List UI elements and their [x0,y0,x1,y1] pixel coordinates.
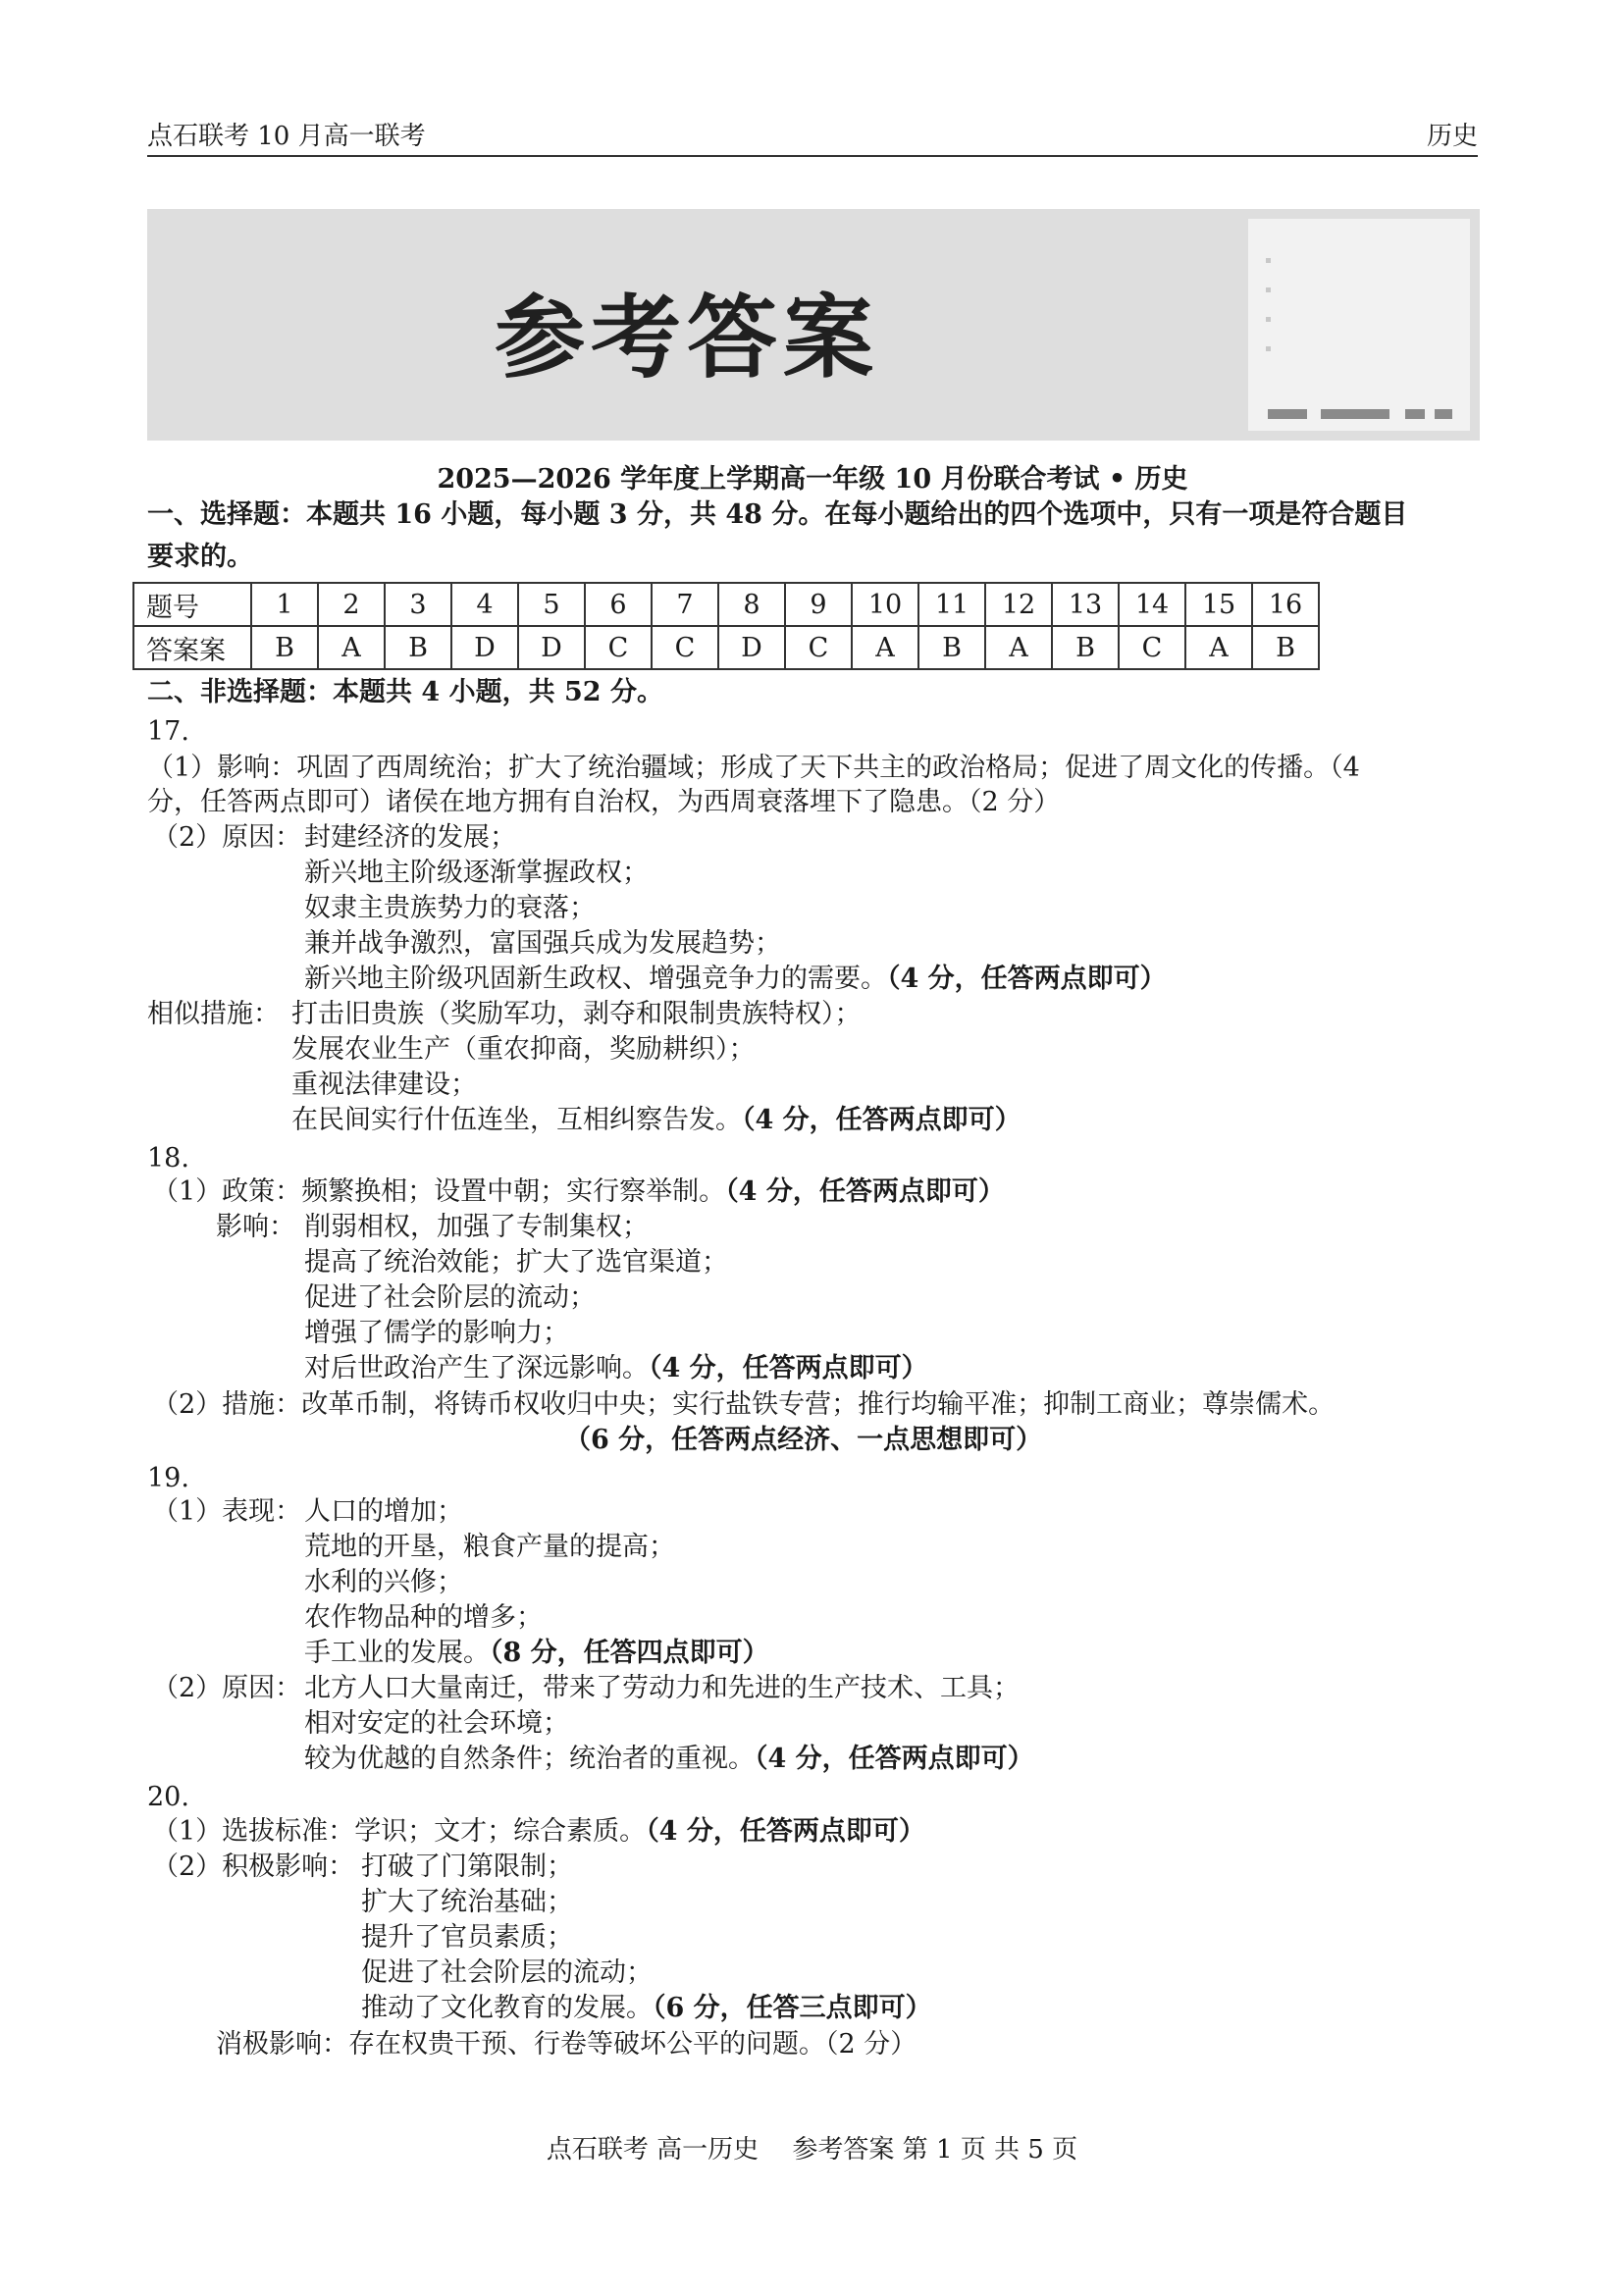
table-cell: D [718,626,785,669]
q17-part2-item: 新兴地主阶级逐渐掌握政权； [304,858,649,888]
q17-number: 17. [147,716,189,747]
table-cell: B [918,626,985,669]
banner-title: 参考答案 [494,285,879,391]
q20-part1-score: （4 分，任答两点即可） [646,1816,925,1847]
row-label-number: 题号 [133,583,251,626]
table-cell: 1 [251,583,318,626]
q17-part3-score: （4 分，任答两点即可） [742,1105,1022,1135]
table-cell: A [318,626,385,669]
answer-table [132,582,1320,670]
q18-part1-score: （4 分，任答两点即可） [725,1176,1005,1207]
q19-part2-item: 相对安定的社会环境； [304,1708,569,1739]
q17-part2-item: 新兴地主阶级巩固新生政权、增强竞争力的需要。 [304,964,887,994]
q18-part2-label: （2）措施： [152,1389,302,1420]
q19-part1-label: （1）表现： [152,1496,302,1527]
q19-part2-score: （4 分，任答两点即可） [755,1744,1034,1774]
table-cell: B [251,626,318,669]
q19-part1-score: （8 分，任答四点即可） [490,1638,769,1668]
table-cell: D [518,626,585,669]
qr-bar [1268,409,1307,419]
table-cell: C [652,626,718,669]
q19-part2-item: 较为优越的自然条件；统治者的重视。 [304,1744,755,1774]
q18-impact-item: 提高了统治效能；扩大了选官渠道； [304,1247,728,1278]
q17-part1-line1: （1）影响：巩固了西周统治；扩大了统治疆域；形成了天下共主的政治格局；促进了周文化的传播。（4 [147,753,1360,783]
q19-number: 19. [147,1463,189,1493]
table-row-numbers [133,583,1319,626]
table-cell: 9 [785,583,852,626]
q19-part1-item: 农作物品种的增多； [304,1602,543,1633]
table-cell: 3 [385,583,451,626]
table-row-answers [133,626,1319,669]
q20-part2-item: 打破了门第限制； [361,1852,573,1882]
title-banner [147,209,1480,441]
table-cell: 5 [518,583,585,626]
section2-heading: 二、非选择题：本题共 4 小题，共 52 分。 [147,677,663,707]
table-cell: B [1052,626,1119,669]
qr-dot [1266,346,1271,351]
table-cell: A [985,626,1052,669]
q20-part2-item: 提升了官员素质； [361,1922,573,1953]
qr-bar [1321,409,1389,419]
table-cell: 12 [985,583,1052,626]
table-cell: 14 [1119,583,1185,626]
q17-part3-label: 相似措施： [147,999,280,1029]
table-cell: 11 [918,583,985,626]
q18-part1 [152,1174,1005,1210]
q17-part2-item: 奴隶主贵族势力的衰落； [304,893,596,923]
q20-part3 [216,2027,917,2062]
table-cell: A [1185,626,1252,669]
table-cell: B [1252,626,1319,669]
q20-part2-label: （2）积极影响： [152,1852,355,1882]
table-cell: 15 [1185,583,1252,626]
q20-part2-item: 扩大了统治基础； [361,1887,573,1917]
page-header [147,116,1478,157]
table-cell: 16 [1252,583,1319,626]
q17-part3-item: 重视法律建设； [291,1069,477,1100]
table-cell: 8 [718,583,785,626]
table-cell: 4 [451,583,518,626]
qr-dot [1266,317,1271,322]
table-cell: C [785,626,852,669]
q18-impact-score: （4 分，任答两点即可） [649,1353,928,1383]
qr-dot [1266,258,1271,263]
table-cell: B [385,626,451,669]
q19-part2-label: （2）原因： [152,1673,302,1703]
q18-impact-label: 影响： [216,1212,295,1242]
q18-part2-text: 改革币制，将铸币权收归中央；实行盐铁专营；推行均输平准；抑制工商业；尊崇儒术。 [301,1389,1336,1420]
table-cell: 10 [852,583,918,626]
q17-part1-line2: 分，任答两点即可）诸侯在地方拥有自治权，为西周衰落埋下了隐患。（2 分） [147,787,1061,817]
section1-heading [147,494,1482,578]
q17-part2-label: （2）原因： [152,822,302,853]
q18-impact-item: 削弱相权，加强了专制集权； [304,1212,649,1242]
table-cell: C [585,626,652,669]
table-cell: D [451,626,518,669]
q20-part2-last [361,1991,932,2026]
q17-part2-item: 兼并战争激烈，富国强兵成为发展趋势； [304,928,781,959]
q19-part1-item: 荒地的开垦，粮食产量的提高； [304,1532,675,1562]
q20-part1-text: 学识；文才；综合素质。 [354,1816,647,1847]
q20-part2-item: 推动了文化教育的发展。 [361,1993,653,2023]
q18-impact-item: 对后世政治产生了深远影响。 [304,1353,649,1383]
q20-part3-text: 存在权贵干预、行卷等破坏公平的问题。（2 分） [348,2029,917,2060]
page-footer: 点石联考 高一历史 参考答案 第 1 页 共 5 页 [546,2135,1078,2165]
q18-part1-label: （1）政策： [152,1176,302,1207]
q18-part2 [152,1387,1335,1423]
q19-part1-item: 人口的增加； [304,1496,463,1527]
q19-part1-item: 手工业的发展。 [304,1638,490,1668]
table-cell: 2 [318,583,385,626]
q20-number: 20. [147,1782,189,1812]
q18-impact-last [304,1351,928,1386]
table-cell: 6 [585,583,652,626]
q18-impact-item: 促进了社会阶层的流动； [304,1282,596,1313]
q19-part2-item: 北方人口大量南迁，带来了劳动力和先进的生产技术、工具； [304,1673,1020,1703]
qr-bar [1435,409,1452,419]
q17-part3-item: 打击旧贵族（奖励军功，剥夺和限制贵族特权）； [291,999,862,1029]
q17-part3-item: 在民间实行什伍连坐，互相纠察告发。 [291,1105,742,1135]
q17-part2-item: 封建经济的发展； [304,822,516,853]
table-cell: 7 [652,583,718,626]
q19-part2-last [304,1742,1034,1777]
q20-part3-label: 消极影响： [216,2029,348,2060]
q17-part2-last [304,962,1167,997]
q19-part1-last [304,1636,769,1671]
qr-code-image [1248,219,1470,431]
q18-part2-score: （6 分，任答两点经济、一点思想即可） [564,1425,1043,1455]
q20-part1-label: （1）选拔标准： [152,1816,355,1847]
table-cell: C [1119,626,1185,669]
q20-part2-score: （6 分，任答三点即可） [653,1993,932,2023]
table-cell: A [852,626,918,669]
q19-part1-item: 水利的兴修； [304,1567,463,1597]
q18-impact-item: 增强了儒学的影响力； [304,1318,569,1348]
exam-subtitle: 2025—2026 学年度上学期高一年级 10 月份联合考试 • 历史 [437,464,1188,495]
table-cell: 13 [1052,583,1119,626]
qr-dot [1266,287,1271,292]
qr-bar [1405,409,1425,419]
q17-part3-item: 发展农业生产（重农抑商，奖励耕织）； [291,1034,756,1065]
q20-part1 [152,1814,925,1850]
q17-part2-score: （4 分，任答两点即可） [887,964,1167,994]
section1-heading-line1: 一、选择题：本题共 16 小题，每小题 3 分，共 48 分。在每小题给出的四个选项中，只有一项是符合题目 [147,499,1408,530]
q18-part1-text: 频繁换相；设置中朝；实行察举制。 [301,1176,726,1207]
header-exam-name: 点石联考 10 月高一联考 [147,122,426,151]
row-label-answer: 答案案 [133,626,251,669]
header-subject: 历史 [1426,122,1478,151]
q20-part2-item: 促进了社会阶层的流动； [361,1957,653,1988]
section1-heading-line2: 要求的。 [147,542,253,572]
q17-part3-last [291,1103,1022,1138]
q18-number: 18. [147,1143,189,1174]
